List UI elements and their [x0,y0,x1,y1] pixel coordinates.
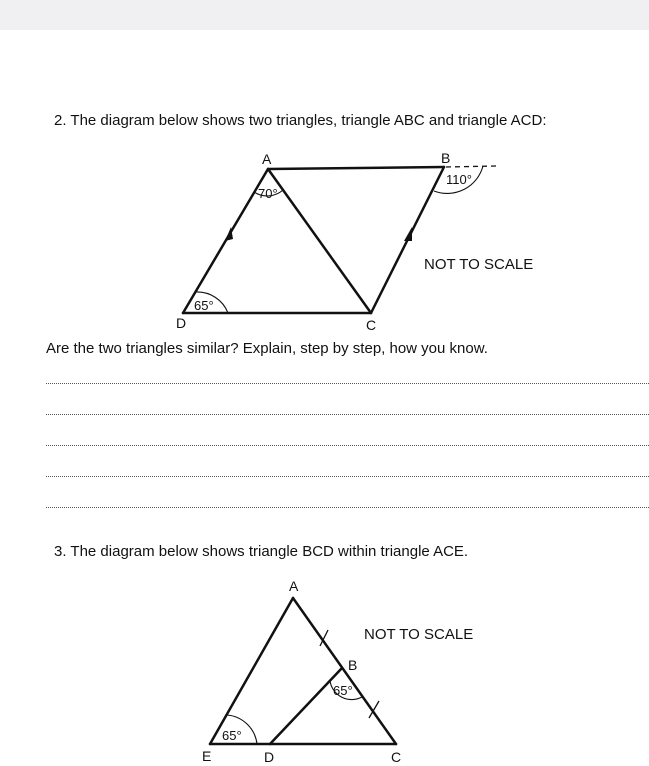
vertex-label-b: B [441,150,451,166]
question-2-prompt: 2. The diagram below shows two triangles, triangle ABC and triangle ACD: [54,112,547,129]
vertex-label-d: D [176,315,187,331]
vertex-label-d: D [264,749,275,765]
vertex-label-c: C [391,749,402,765]
question-2-text: Are the two triangles similar? Explain, step by step, how you know. [46,340,488,357]
side-ac [293,598,396,744]
not-to-scale-note: NOT TO SCALE [364,626,474,643]
angle-label-b: 65° [333,683,353,698]
angle-label-b: 110° [446,172,472,187]
side-ae [210,598,293,744]
angle-label-e: 65° [222,728,242,743]
angle-label-a: 70° [258,186,278,201]
angle-label-d: 65° [194,298,214,313]
question-3-prompt: 3. The diagram below shows triangle BCD within triangle ACE. [54,543,469,560]
vertex-label-b: B [348,657,358,673]
vertex-label-e: E [202,748,212,764]
vertex-label-a: A [289,578,299,594]
side-bd [270,668,342,744]
vertex-label-c: C [366,317,377,333]
not-to-scale-note: NOT TO SCALE [424,256,534,273]
vertex-label-a: A [262,151,272,167]
